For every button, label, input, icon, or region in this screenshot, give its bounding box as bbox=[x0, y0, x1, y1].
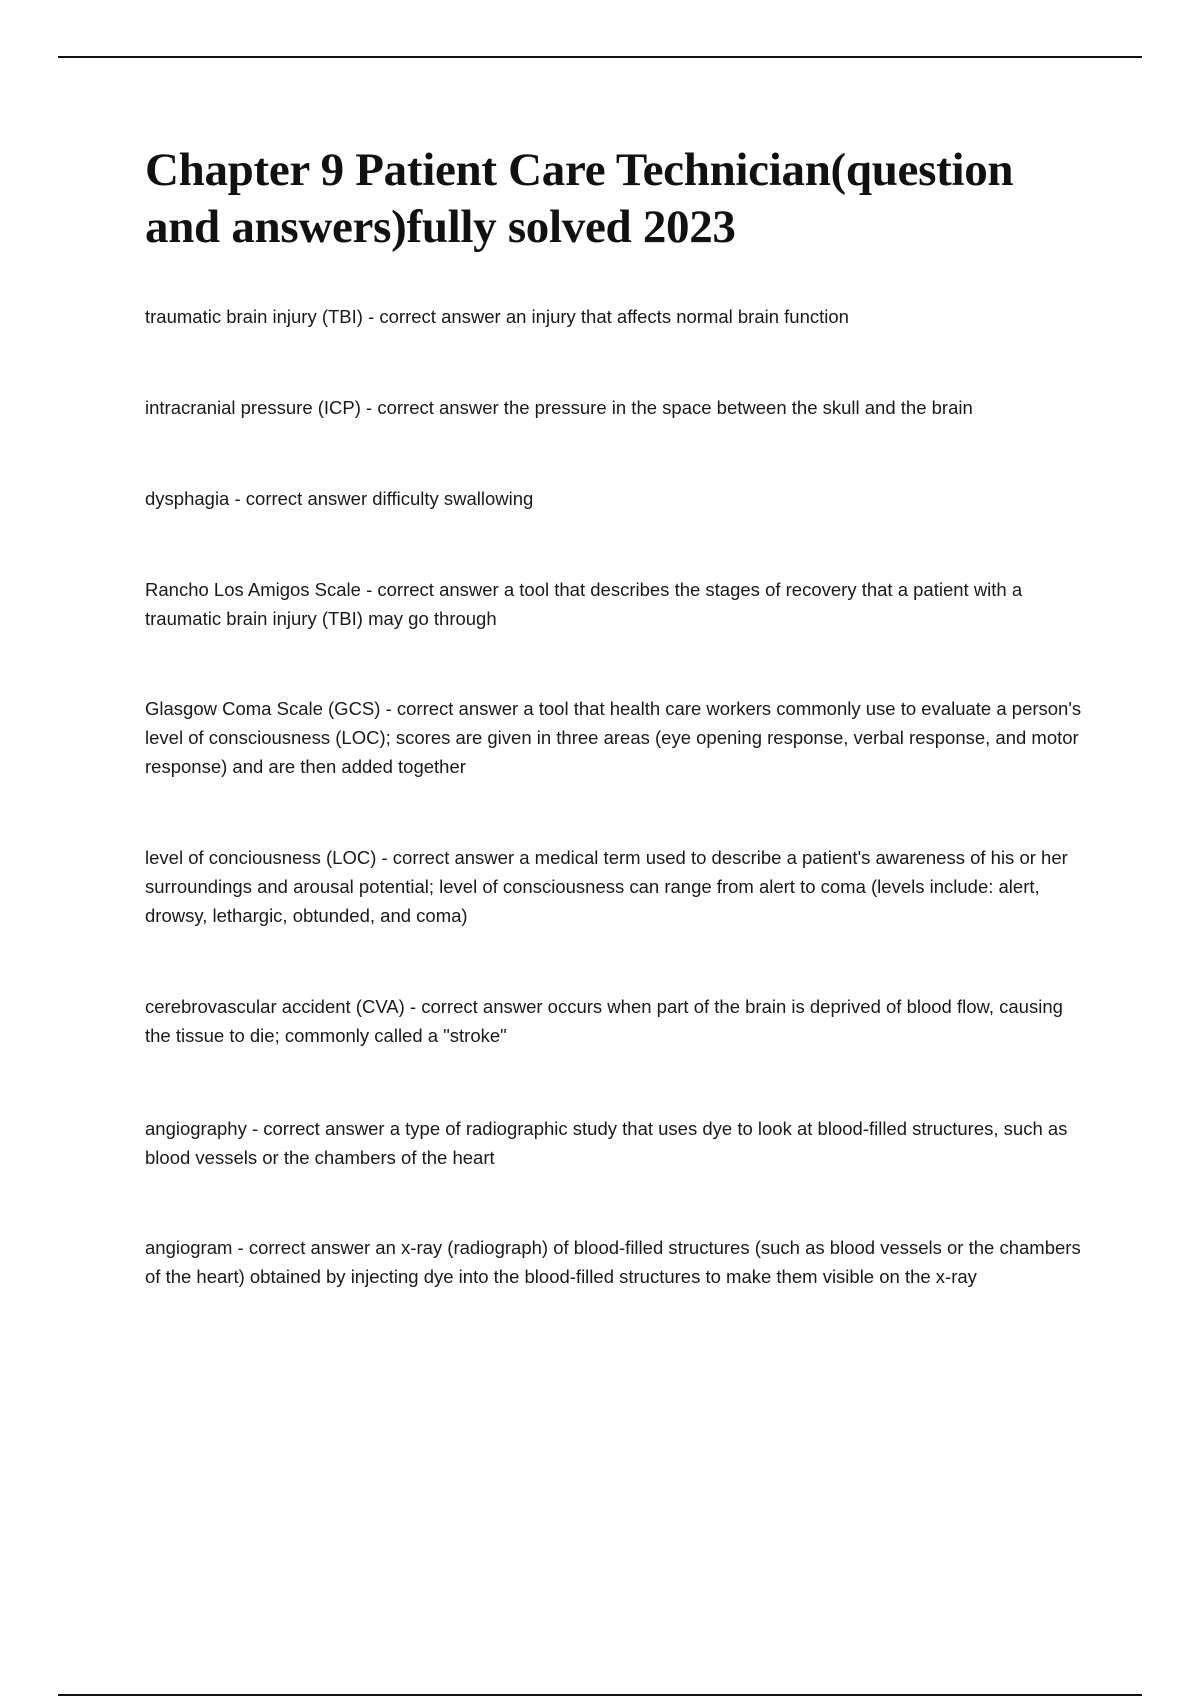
bottom-rule bbox=[58, 1694, 1142, 1696]
top-rule bbox=[58, 56, 1142, 58]
qa-entry: angiography - correct answer a type of radiographic study that uses dye to look at blood-filled structures, such as blood vessels or the chambers of the heart bbox=[145, 1118, 1068, 1168]
qa-entry: Rancho Los Amigos Scale - correct answer a tool that describes the stages of recovery that a patient with a traumatic brain injury (TBI) may go through bbox=[145, 579, 1023, 629]
qa-entry: traumatic brain injury (TBI) - correct answer an injury that affects normal brain function bbox=[145, 306, 849, 327]
document-title: Chapter 9 Patient Care Technician(question and answers)fully solved 2023 bbox=[145, 144, 1014, 253]
qa-entry: cerebrovascular accident (CVA) - correct answer occurs when part of the brain is deprived of blood flow, causing the tissue to die; commonly called a "stroke" bbox=[145, 996, 1063, 1046]
qa-entry: intracranial pressure (ICP) - correct answer the pressure in the space between the skull and the brain bbox=[145, 397, 973, 418]
document-body bbox=[145, 142, 1090, 1287]
qa-entry: angiogram - correct answer an x-ray (radiograph) of blood-filled structures (such as blood vessels or the chambers of the heart) obtained by injecting dye into the blood-filled structures to make them visible on the x-ray bbox=[145, 1237, 1081, 1287]
qa-entry: level of conciousness (LOC) - correct answer a medical term used to describe a patient's awareness of his or her surroundings and arousal potential; level of consciousness can range from alert to coma (levels include: alert, drowsy, lethargic, obtunded, and coma) bbox=[145, 847, 1068, 926]
qa-entry: Glasgow Coma Scale (GCS) - correct answer a tool that health care workers commonly use to evaluate a person's level of consciousness (LOC); scores are given in three areas (eye opening response, verbal response, and motor response) and are then added together bbox=[145, 698, 1082, 777]
qa-entry: dysphagia - correct answer difficulty swallowing bbox=[145, 488, 534, 509]
